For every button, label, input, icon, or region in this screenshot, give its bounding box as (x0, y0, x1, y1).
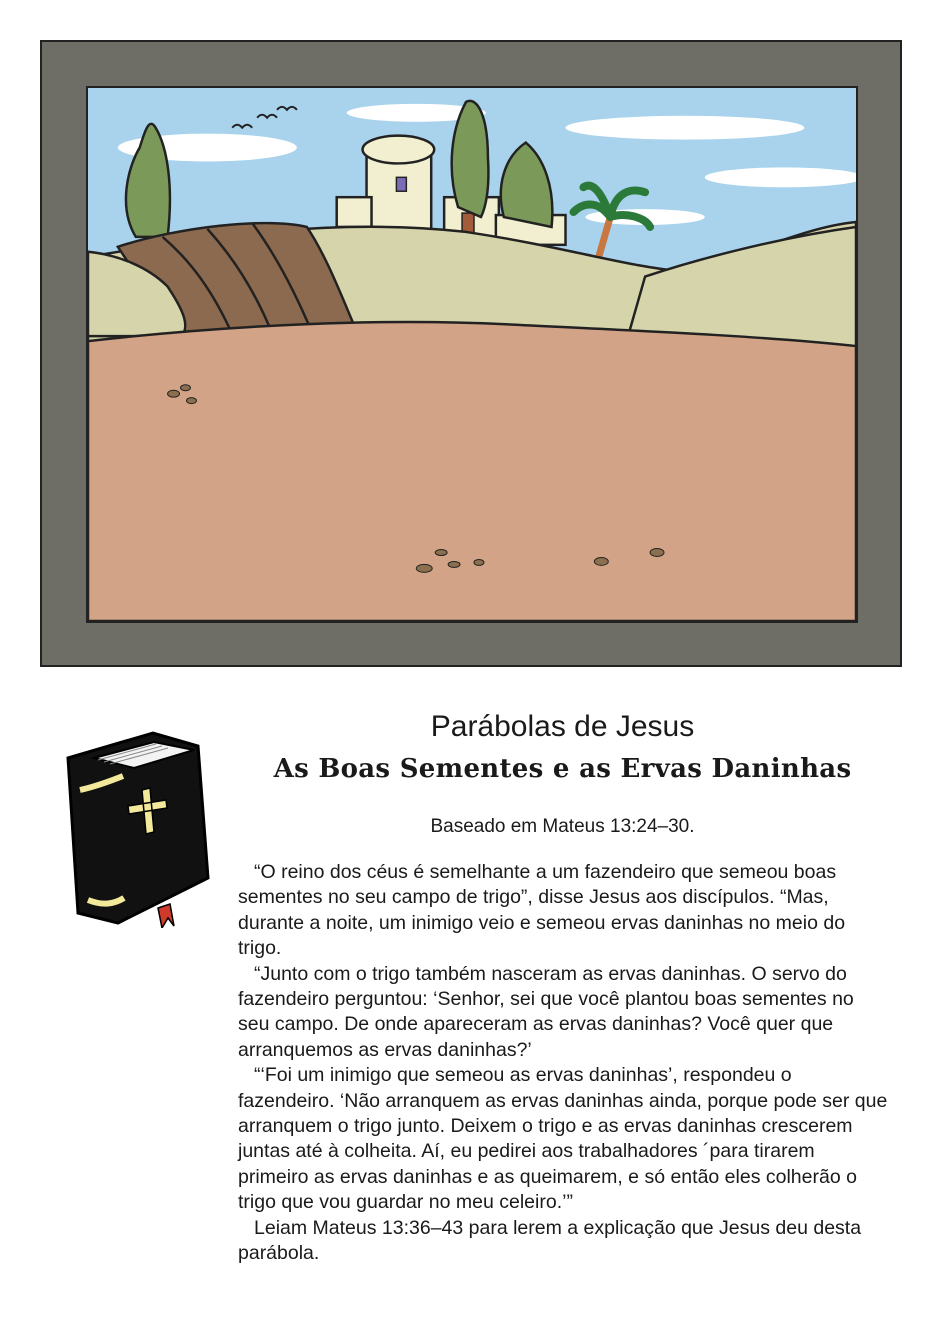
scripture-reference: Baseado em Mateus 13:24–30. (430, 816, 695, 837)
story-text (238, 860, 888, 1267)
story-paragraph: “Junto com o trigo também nasceram as ervas daninhas. O servo do fazendeiro perguntou: ‘Senhor, sei que você plantou boas sementes no seu campo. De onde apareceram as ervas daninhas? Você quer que arranquemos as ervas daninhas?’ (238, 962, 854, 1061)
story-paragraph: “O reino dos céus é semelhante a um fazendeiro que semeou boas sementes no seu campo de trigo”, disse Jesus aos discípulos. “Mas, durante a noite, um inimigo veio e semeou ervas daninhas no meio do trigo. (238, 861, 846, 960)
bible-icon (58, 728, 218, 928)
story-paragraph: Leiam Mateus 13:36–43 para lerem a explicação que Jesus deu desta parábola. (238, 1216, 862, 1265)
story-paragraph: “‘Foi um inimigo que semeou as ervas daninhas’, respondeu o fazendeiro. ‘Não arranquem as ervas daninhas ainda, porque pode ser que arranquem o trigo junto. Deixem o trigo e as ervas daninhas crescerem juntas até à colheita. Aí, eu pedirei aos trabalhadores ´para tirarem primeiro as ervas daninhas e as queimarem, e só então eles colherão o trigo que vou guardar no meu celeiro.’” (238, 1064, 888, 1214)
series-title: Parábolas de Jesus (430, 710, 695, 743)
field-landscape-illustration (86, 86, 858, 623)
story-title: As Boas Sementes e as Ervas Daninhas (273, 754, 852, 784)
